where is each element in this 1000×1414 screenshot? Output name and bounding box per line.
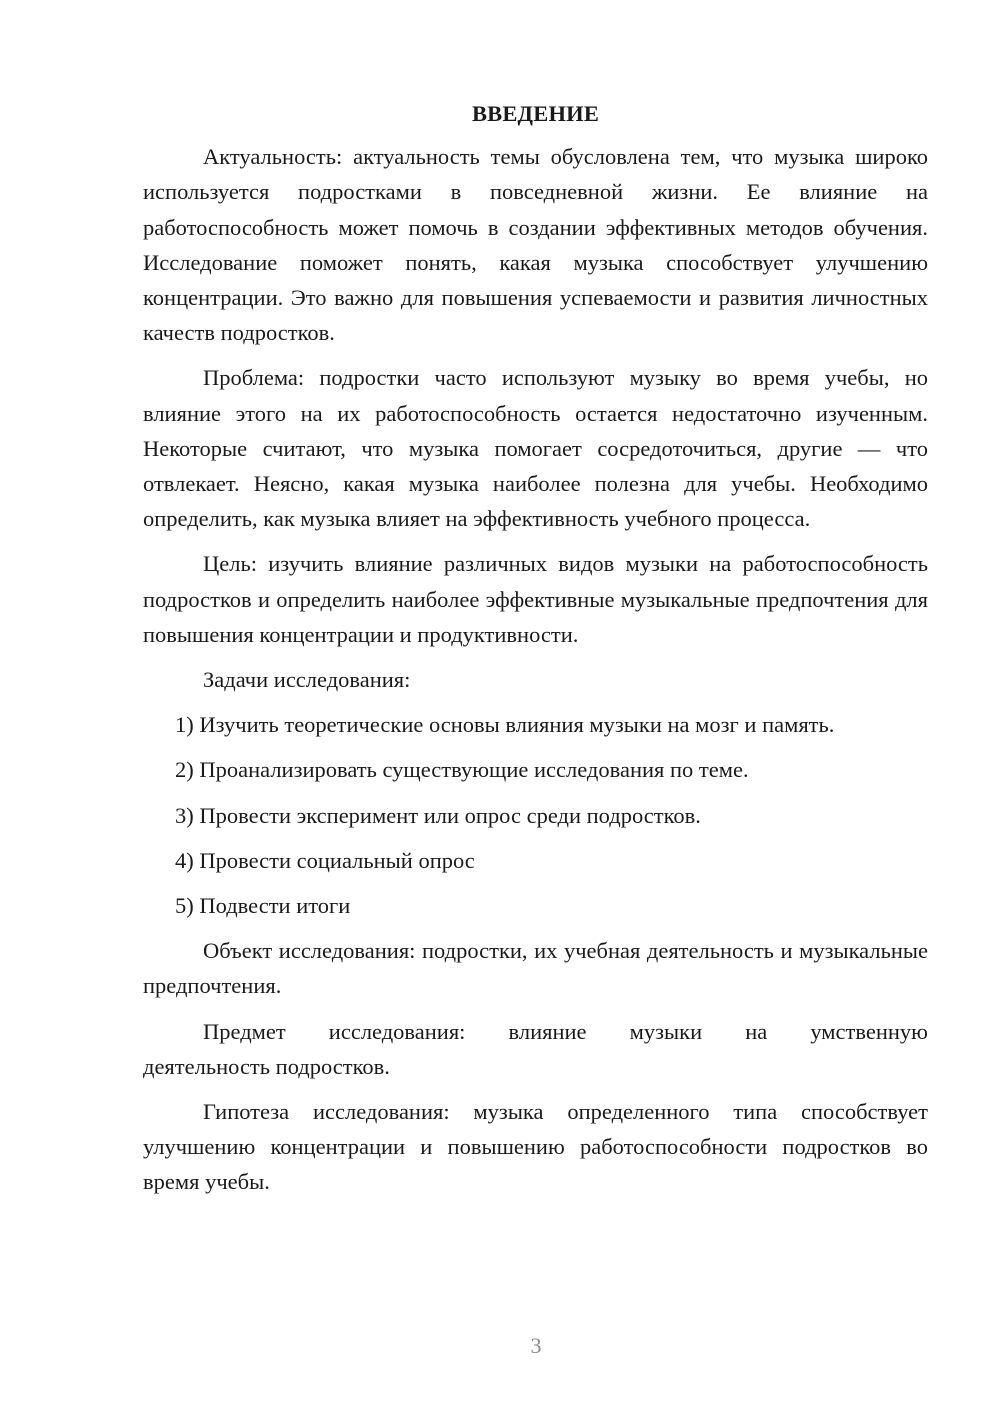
page-title: ВВЕДЕНИЕ <box>471 101 600 126</box>
problem-paragraph: Проблема: подростки часто используют музыку во время учебы, но влияние этого на их работоспособность остается недостаточно изученным. Некоторые считают, что музыка помогает сосредоточиться, другие — что отвлекает. Неясно, какая музыка наиболее полезна для учебы. Необходимо определить, как музыка влияет на эффективность учебного процесса. <box>143 365 928 532</box>
document-body <box>143 96 928 1210</box>
subject-paragraph-line2: деятельность подростков. <box>143 1053 390 1079</box>
task-item-4: 4) Провести социальный опрос <box>175 847 475 873</box>
relevance-paragraph: Актуальность: актуальность темы обусловлена тем, что музыка широко используется подростками в повседневной жизни. Ее влияние на работоспособность может помочь в создании эффективных методов обучения. Исследование поможет понять, какая музыка способствует улучшению концентрации. Это важно для повышения успеваемости и развития личностных качеств подростков. <box>143 144 928 346</box>
task-item-1: 1) Изучить теоретические основы влияния музыки на мозг и память. <box>175 712 835 738</box>
task-item-5: 5) Подвести итоги <box>175 893 351 919</box>
subject-paragraph-line1: Предмет исследования: влияние музыки на умственную <box>203 1018 928 1044</box>
page-number: 3 <box>530 1333 542 1358</box>
hypothesis-paragraph: Гипотеза исследования: музыка определенного типа способствует улучшению концентрации и повышению работоспособности подростков во время учебы. <box>143 1099 928 1195</box>
task-item-2: 2) Проанализировать существующие исследования по теме. <box>175 757 749 783</box>
tasks-title: Задачи исследования: <box>203 667 411 693</box>
task-item-3: 3) Провести эксперимент или опрос среди подростков. <box>175 802 701 828</box>
object-paragraph: Объект исследования: подростки, их учебная деятельность и музыкальные предпочтения. <box>143 938 928 999</box>
goal-paragraph: Цель: изучить влияние различных видов музыки на работоспособность подростков и определить наиболее эффективные музыкальные предпочтения для повышения концентрации и продуктивности. <box>143 551 928 647</box>
